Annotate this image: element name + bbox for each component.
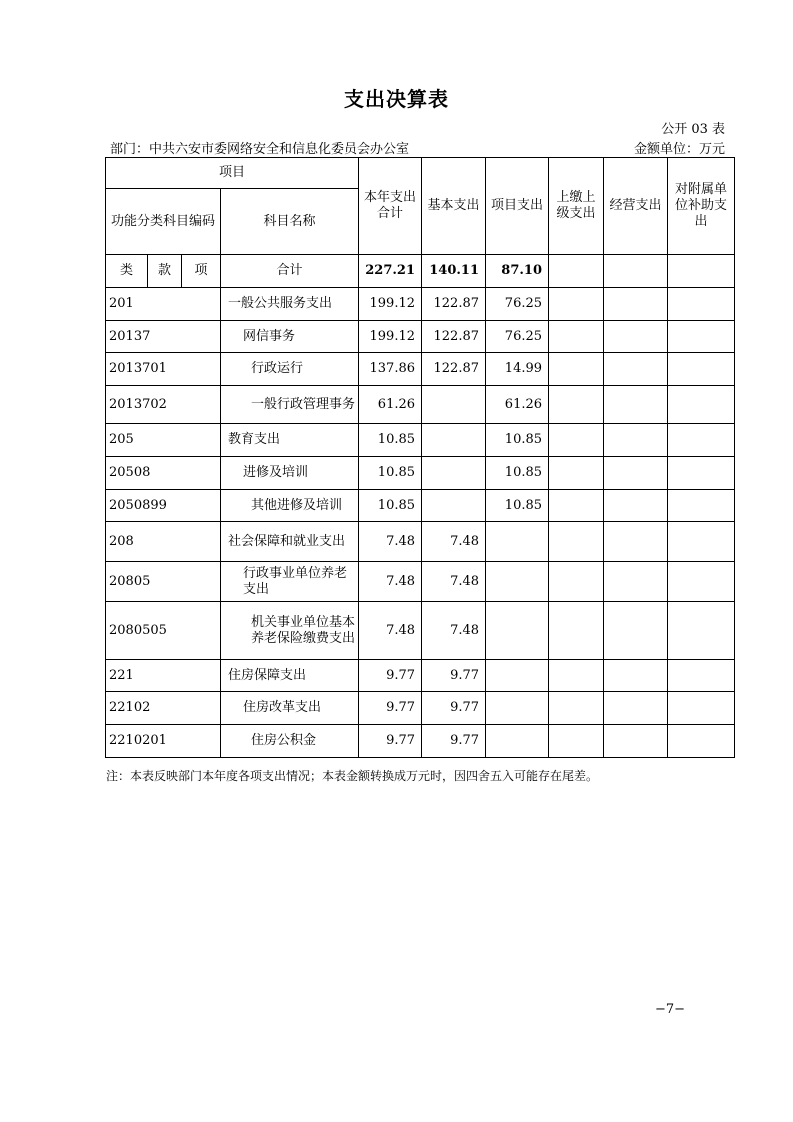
cell-total: 10.85: [359, 490, 422, 522]
header-row-1: [106, 158, 735, 189]
subject-code: 2050899: [106, 490, 221, 522]
cell-business: [604, 457, 668, 490]
cell-upper: [549, 562, 604, 602]
cell-subsidiary: [668, 288, 735, 321]
total-label: 合计: [221, 255, 359, 288]
cell-total: 9.77: [359, 692, 422, 725]
cell-basic: [422, 490, 486, 522]
cell-subsidiary: [668, 386, 735, 424]
header-total: 本年支出合计: [359, 158, 422, 255]
cell-total: 10.85: [359, 424, 422, 457]
cell-business: [604, 562, 668, 602]
subject-code: 2210201: [106, 725, 221, 758]
cell-basic: 7.48: [422, 562, 486, 602]
cell-subsidiary: [668, 725, 735, 758]
cell-basic: 122.87: [422, 353, 486, 386]
header-subject-name: 科目名称: [221, 189, 359, 255]
header-code-group: 功能分类科目编码: [106, 189, 221, 255]
cell-business: [604, 725, 668, 758]
cell-upper: [549, 457, 604, 490]
cell-project: 10.85: [486, 424, 549, 457]
cell-upper: [549, 490, 604, 522]
table-row: [106, 353, 735, 386]
cell-subsidiary: [668, 490, 735, 522]
subject-code: 2013702: [106, 386, 221, 424]
cell-business: [604, 490, 668, 522]
cell-project: [486, 692, 549, 725]
subject-name: 教育支出: [221, 424, 359, 457]
cell-business: [604, 288, 668, 321]
table-row: [106, 522, 735, 562]
subject-name: 一般行政管理事务: [221, 386, 359, 424]
cell-subsidiary: [668, 424, 735, 457]
cell-business: [604, 522, 668, 562]
cell-upper: [549, 424, 604, 457]
total-project: 87.10: [486, 255, 549, 288]
subject-name: 行政事业单位养老支出: [221, 562, 359, 602]
cell-business: [604, 321, 668, 353]
cell-upper: [549, 602, 604, 660]
cell-upper: [549, 660, 604, 692]
amount-unit-label: 金额单位：万元: [633, 142, 725, 157]
table-row: [106, 660, 735, 692]
header-lei: 类: [106, 255, 148, 288]
cell-basic: 7.48: [422, 602, 486, 660]
subject-code: 201: [106, 288, 221, 321]
cell-basic: 9.77: [422, 692, 486, 725]
subject-name: 进修及培训: [221, 457, 359, 490]
cell-total: 9.77: [359, 725, 422, 758]
subject-code: 20508: [106, 457, 221, 490]
subject-code: 20137: [106, 321, 221, 353]
cell-subsidiary: [668, 321, 735, 353]
table-row: [106, 424, 735, 457]
subject-name: 一般公共服务支出: [221, 288, 359, 321]
cell-total: 199.12: [359, 321, 422, 353]
cell-basic: 122.87: [422, 321, 486, 353]
cell-total: 7.48: [359, 562, 422, 602]
subject-name: 住房公积金: [221, 725, 359, 758]
cell-total: 61.26: [359, 386, 422, 424]
total-upper: [549, 255, 604, 288]
page-number: −7−: [655, 1002, 686, 1017]
table-row: [106, 692, 735, 725]
expenditure-table: [105, 157, 735, 758]
subject-code: 22102: [106, 692, 221, 725]
cell-project: 10.85: [486, 457, 549, 490]
cell-project: 61.26: [486, 386, 549, 424]
cell-business: [604, 692, 668, 725]
cell-basic: [422, 386, 486, 424]
cell-upper: [549, 386, 604, 424]
subject-name: 社会保障和就业支出: [221, 522, 359, 562]
document-title: 支出决算表: [344, 87, 449, 111]
header-project: 项目支出: [486, 158, 549, 255]
total-subsidiary: [668, 255, 735, 288]
table-row: [106, 562, 735, 602]
cell-project: [486, 562, 549, 602]
cell-basic: 9.77: [422, 725, 486, 758]
cell-business: [604, 386, 668, 424]
cell-subsidiary: [668, 562, 735, 602]
cell-project: [486, 602, 549, 660]
table-row: [106, 490, 735, 522]
cell-total: 7.48: [359, 522, 422, 562]
total-amount: 227.21: [359, 255, 422, 288]
header-business: 经营支出: [604, 158, 668, 255]
cell-upper: [549, 353, 604, 386]
cell-subsidiary: [668, 660, 735, 692]
cell-total: 9.77: [359, 660, 422, 692]
subject-name: 网信事务: [221, 321, 359, 353]
department-label: 部门：中共六安市委网络安全和信息化委员会办公室: [110, 142, 410, 157]
header-item: 项目: [106, 158, 359, 189]
table-row: [106, 386, 735, 424]
cell-upper: [549, 288, 604, 321]
cell-basic: [422, 424, 486, 457]
cell-basic: 9.77: [422, 660, 486, 692]
cell-business: [604, 353, 668, 386]
cell-project: 76.25: [486, 288, 549, 321]
subject-code: 221: [106, 660, 221, 692]
table-row: [106, 321, 735, 353]
cell-total: 137.86: [359, 353, 422, 386]
header-subsidiary: 对附属单位补助支出: [668, 158, 735, 255]
total-business: [604, 255, 668, 288]
table-number: 公开 03 表: [661, 122, 725, 137]
cell-subsidiary: [668, 602, 735, 660]
table-row: [106, 602, 735, 660]
cell-total: 7.48: [359, 602, 422, 660]
subject-code: 2013701: [106, 353, 221, 386]
cell-basic: 122.87: [422, 288, 486, 321]
table-row: [106, 725, 735, 758]
total-row: [106, 255, 735, 288]
subject-name: 住房改革支出: [221, 692, 359, 725]
cell-business: [604, 602, 668, 660]
cell-project: [486, 725, 549, 758]
cell-total: 10.85: [359, 457, 422, 490]
footnote: 注：本表反映部门本年度各项支出情况；本表金额转换成万元时，因四舍五入可能存在尾差。: [106, 769, 599, 783]
cell-subsidiary: [668, 457, 735, 490]
subject-code: 20805: [106, 562, 221, 602]
cell-project: 10.85: [486, 490, 549, 522]
cell-project: 14.99: [486, 353, 549, 386]
subject-name: 机关事业单位基本养老保险缴费支出: [221, 602, 359, 660]
cell-basic: 7.48: [422, 522, 486, 562]
cell-subsidiary: [668, 522, 735, 562]
subject-name: 住房保障支出: [221, 660, 359, 692]
cell-upper: [549, 692, 604, 725]
cell-business: [604, 660, 668, 692]
cell-basic: [422, 457, 486, 490]
cell-project: [486, 522, 549, 562]
header-xiang: 项: [182, 255, 221, 288]
header-kuan: 款: [148, 255, 182, 288]
cell-project: [486, 660, 549, 692]
header-basic: 基本支出: [422, 158, 486, 255]
header-upper: 上缴上级支出: [549, 158, 604, 255]
table-row: [106, 457, 735, 490]
cell-upper: [549, 321, 604, 353]
cell-upper: [549, 725, 604, 758]
cell-upper: [549, 522, 604, 562]
cell-project: 76.25: [486, 321, 549, 353]
cell-total: 199.12: [359, 288, 422, 321]
cell-business: [604, 424, 668, 457]
subject-code: 2080505: [106, 602, 221, 660]
subject-code: 205: [106, 424, 221, 457]
table-row: [106, 288, 735, 321]
cell-subsidiary: [668, 353, 735, 386]
subject-name: 其他进修及培训: [221, 490, 359, 522]
total-basic: 140.11: [422, 255, 486, 288]
cell-subsidiary: [668, 692, 735, 725]
subject-name: 行政运行: [221, 353, 359, 386]
subject-code: 208: [106, 522, 221, 562]
